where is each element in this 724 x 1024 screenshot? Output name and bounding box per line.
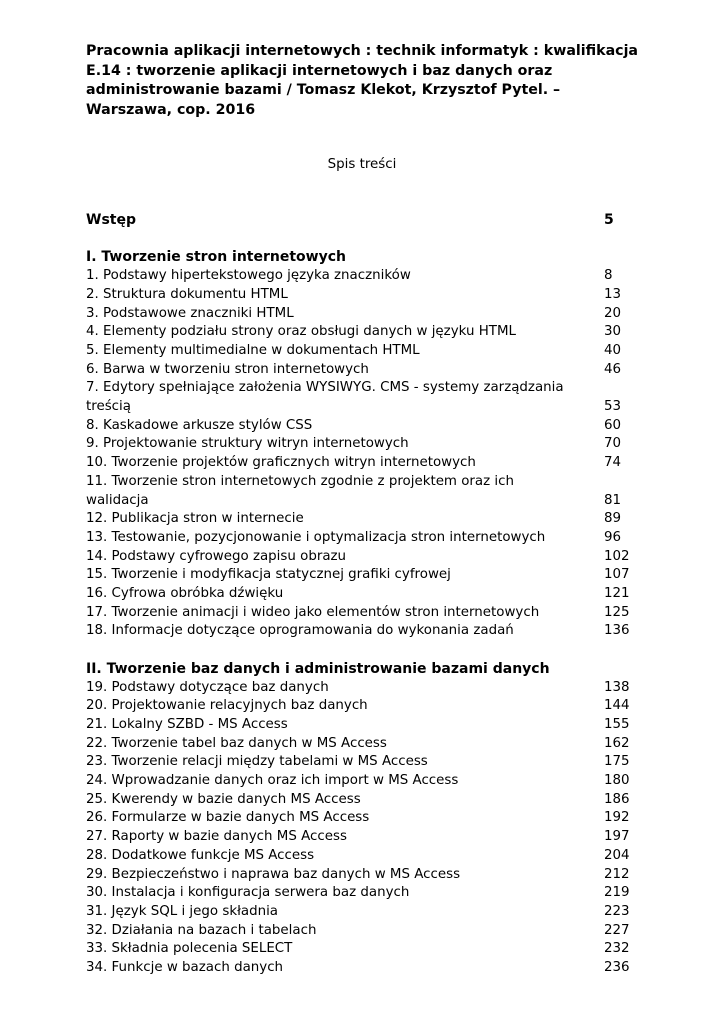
toc-entry-title: 34. Funkcje w bazach danych — [86, 960, 284, 976]
toc-entry — [86, 529, 632, 548]
toc-entry-title: 24. Wprowadzanie danych oraz ich import w MS Access — [86, 773, 459, 789]
toc-entry — [86, 361, 632, 380]
toc-entry-title: 23. Tworzenie relacji między tabelami w MS Access — [86, 754, 428, 770]
table-of-contents — [86, 211, 632, 978]
toc-entry — [86, 753, 632, 772]
toc-entry — [86, 622, 632, 641]
toc-entry-title: 15. Tworzenie i modyfikacja statycznej grafiki cyfrowej — [86, 567, 451, 583]
toc-section-heading: I. Tworzenie stron internetowych — [86, 249, 346, 266]
toc-entry-title: 32. Działania na bazach i tabelach — [86, 922, 317, 938]
toc-entry-title: 4. Elementy podziału strony oraz obsługi danych w języku HTML — [86, 324, 516, 340]
toc-entry-page: 60 — [604, 417, 622, 433]
toc-entry-page: 197 — [604, 829, 630, 845]
toc-entry-title: 31. Język SQL i jego składnia — [86, 903, 278, 919]
toc-entry-title: 22. Tworzenie tabel baz danych w MS Access — [86, 735, 387, 751]
toc-entry — [86, 679, 632, 698]
toc-entry-page: 232 — [604, 941, 630, 957]
toc-entry — [86, 959, 632, 978]
toc-entry — [86, 585, 632, 604]
toc-entry — [86, 716, 632, 735]
toc-entry-page: 219 — [604, 885, 630, 901]
toc-entry — [86, 305, 632, 324]
toc-entry-page: 102 — [604, 548, 630, 564]
toc-entry-title: 33. Składnia polecenia SELECT — [86, 941, 293, 957]
document-page — [86, 0, 646, 1024]
toc-entry — [86, 735, 632, 754]
toc-entry-title: 6. Barwa w tworzeniu stron internetowych — [86, 361, 369, 377]
toc-entry-title: 25. Kwerendy w bazie danych MS Access — [86, 791, 361, 807]
toc-entry — [86, 379, 632, 416]
toc-entry-page: 144 — [604, 698, 630, 714]
toc-entry-page: 96 — [604, 529, 622, 545]
citation-header: Pracownia aplikacji internetowych : technik informatyk : kwalifikacja E.14 : tworzenie aplikacji internetowych i baz danych oraz administrowanie bazami / Tomasz Klekot, Krzysztof Pytel. – Warszawa, cop. 2016 — [86, 43, 639, 118]
toc-entry-title: 3. Podstawowe znaczniki HTML — [86, 305, 294, 321]
toc-entry — [86, 697, 632, 716]
toc-entry — [86, 903, 632, 922]
toc-entry — [86, 286, 632, 305]
toc-entry-page: 121 — [604, 586, 630, 602]
toc-entry-page: 223 — [604, 903, 630, 919]
toc-entry-title: 17. Tworzenie animacji i wideo jako elementów stron internetowych — [86, 604, 540, 620]
toc-entry — [86, 323, 632, 342]
toc-entry-title: 7. Edytory spełniające założenia WYSIWYG. CMS - systemy zarządzania treścią — [86, 380, 564, 415]
toc-entry-page: 227 — [604, 922, 630, 938]
toc-entry — [86, 847, 632, 866]
toc-entry-page: 138 — [604, 679, 630, 695]
toc-entry — [86, 342, 632, 361]
toc-section-heading: II. Tworzenie baz danych i administrowanie bazami danych — [86, 660, 550, 677]
section-gap — [86, 641, 632, 660]
toc-entry — [86, 791, 632, 810]
toc-title: Spis treści — [327, 157, 397, 172]
toc-entry-page: 13 — [604, 286, 622, 302]
toc-entry-page: 8 — [604, 268, 613, 284]
toc-entry — [86, 267, 632, 286]
toc-entry-title: 2. Struktura dokumentu HTML — [86, 286, 288, 302]
toc-entry-page: 162 — [604, 735, 630, 751]
toc-entry-page: 40 — [604, 342, 622, 358]
toc-entry-title: 26. Formularze w bazie danych MS Access — [86, 810, 370, 826]
toc-entry — [86, 884, 632, 903]
toc-entry — [86, 772, 632, 791]
toc-entry-title: 8. Kaskadowe arkusze stylów CSS — [86, 417, 313, 433]
toc-entry — [86, 473, 632, 510]
toc-entry-title: 27. Raporty w bazie danych MS Access — [86, 829, 347, 845]
toc-entry — [86, 548, 632, 567]
toc-entry-page: 81 — [604, 492, 622, 508]
toc-entry-title: 19. Podstawy dotyczące baz danych — [86, 679, 329, 695]
toc-entry-title: 18. Informacje dotyczące oprogramowania do wykonania zadań — [86, 623, 514, 639]
toc-entry-page: 236 — [604, 960, 630, 976]
toc-entry-title: 11. Tworzenie stron internetowych zgodnie z projektem oraz ich walidacja — [86, 473, 514, 508]
toc-entry-title: 29. Bezpieczeństwo i naprawa baz danych w MS Access — [86, 866, 461, 882]
toc-entry-title: 28. Dodatkowe funkcje MS Access — [86, 847, 315, 863]
toc-entry-title: 21. Lokalny SZBD - MS Access — [86, 716, 288, 732]
toc-entry-page: 212 — [604, 866, 630, 882]
toc-entry-page: 186 — [604, 791, 630, 807]
toc-entry-page: 30 — [604, 324, 622, 340]
toc-entry-title: 9. Projektowanie struktury witryn internetowych — [86, 436, 409, 452]
toc-entry-title: 1. Podstawy hipertekstowego języka znaczników — [86, 268, 411, 284]
toc-entry-title: 10. Tworzenie projektów graficznych witryn internetowych — [86, 455, 476, 471]
toc-entry-page: 175 — [604, 754, 630, 770]
toc-sections — [86, 248, 632, 977]
toc-entry-title: 14. Podstawy cyfrowego zapisu obrazu — [86, 548, 347, 564]
toc-entry-page: 46 — [604, 361, 622, 377]
toc-intro-row — [86, 211, 632, 230]
toc-entry — [86, 940, 632, 959]
toc-entry-page: 70 — [604, 436, 622, 452]
toc-entry-page: 136 — [604, 623, 630, 639]
toc-entry-title: 5. Elementy multimedialne w dokumentach HTML — [86, 342, 420, 358]
toc-entry — [86, 809, 632, 828]
toc-entry — [86, 566, 632, 585]
toc-entry — [86, 417, 632, 436]
toc-entry — [86, 510, 632, 529]
toc-entry-page: 107 — [604, 567, 630, 583]
toc-entry-title: 12. Publikacja stron w internecie — [86, 511, 304, 527]
toc-entry-page: 155 — [604, 716, 630, 732]
toc-entry-page: 89 — [604, 511, 622, 527]
toc-entry-title: 16. Cyfrowa obróbka dźwięku — [86, 586, 284, 602]
toc-entry-page: 125 — [604, 604, 630, 620]
toc-entry-title: 20. Projektowanie relacyjnych baz danych — [86, 698, 368, 714]
toc-entry — [86, 922, 632, 941]
toc-entry-page: 204 — [604, 847, 630, 863]
toc-intro-page: 5 — [604, 212, 614, 228]
toc-entry — [86, 435, 632, 454]
toc-entry-title: 13. Testowanie, pozycjonowanie i optymalizacja stron internetowych — [86, 529, 546, 545]
toc-entry — [86, 828, 632, 847]
toc-entry — [86, 454, 632, 473]
toc-entry-page: 180 — [604, 773, 630, 789]
toc-entry-page: 53 — [604, 399, 622, 415]
toc-intro-label: Wstęp — [86, 212, 136, 228]
toc-entry-title: 30. Instalacja i konfiguracja serwera baz danych — [86, 885, 410, 901]
toc-entry — [86, 604, 632, 623]
toc-entry-page: 20 — [604, 305, 622, 321]
toc-entry-page: 192 — [604, 810, 630, 826]
toc-entry-page: 74 — [604, 455, 622, 471]
toc-entry — [86, 866, 632, 885]
